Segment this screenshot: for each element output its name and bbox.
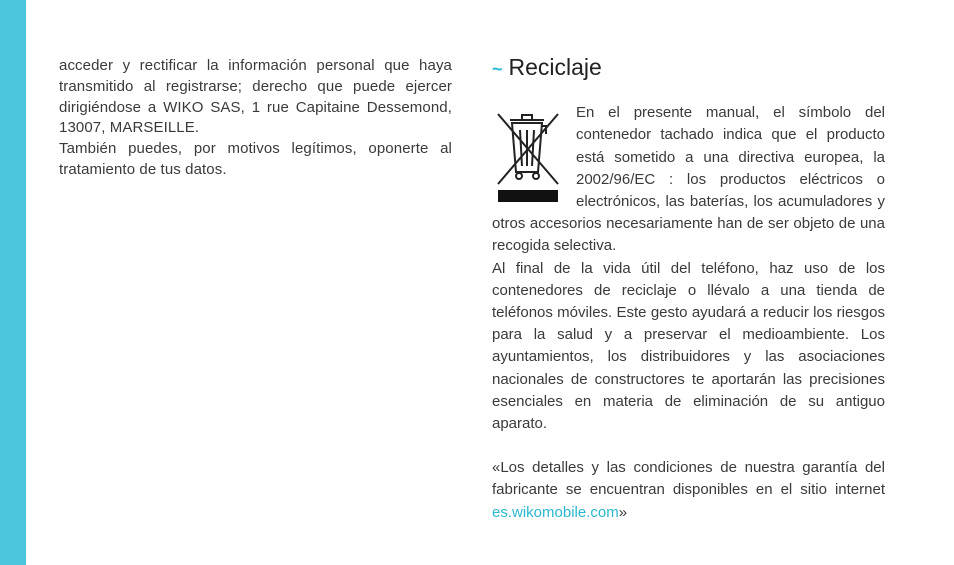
heading-tilde: ~ bbox=[492, 59, 503, 79]
recycling-title: Reciclaje bbox=[508, 54, 602, 80]
warranty-text: «Los detalles y las condiciones de nuestra garantía del fabricante se encuentran disponibles en el sitio internet bbox=[492, 459, 885, 499]
privacy-paragraph: acceder y rectificar la información personal que haya transmitido al registrarse; derecho que puede ejercer dirigiéndose a WIKO SAS, 1 rue Capitaine Dessemond, 13007, MARSEILLE. bbox=[59, 57, 452, 137]
objection-paragraph: También puedes, por motivos legítimos, oponerte al tratamiento de tus datos. bbox=[59, 140, 452, 178]
left-column bbox=[59, 56, 452, 181]
side-accent-bar bbox=[0, 0, 26, 565]
wiko-website-link[interactable]: es.wikomobile.com bbox=[492, 503, 619, 521]
paragraph-spacer bbox=[492, 435, 885, 457]
crossed-out-wheelie-bin-icon bbox=[492, 106, 564, 202]
warranty-closing-quote: » bbox=[618, 503, 628, 521]
warranty-paragraph bbox=[492, 457, 885, 524]
recycling-paragraph-1: En el presente manual, el símbolo del contenedor tachado indica que el producto está sometido a una directiva europea, la 2002/96/EC : los productos eléctricos o electrónicos, las baterías, los acumuladores y otros accesorios necesariamente han de ser objeto de una recogida selectiva. bbox=[492, 104, 885, 255]
recycling-section bbox=[492, 56, 885, 524]
recycling-heading bbox=[492, 56, 885, 80]
recycling-paragraph-2: Al final de la vida útil del teléfono, haz uso de los contenedores de reciclaje o llévalo a una tienda de teléfonos móviles. Este gesto ayudará a reducir los riesgos para la salud y a preservar el medioambiente. Los ayuntamientos, los distribuidores y las asociaciones nacionales de constructores te aportarán las precisiones esenciales en materia de eliminación de su antiguo aparato. bbox=[492, 259, 885, 433]
